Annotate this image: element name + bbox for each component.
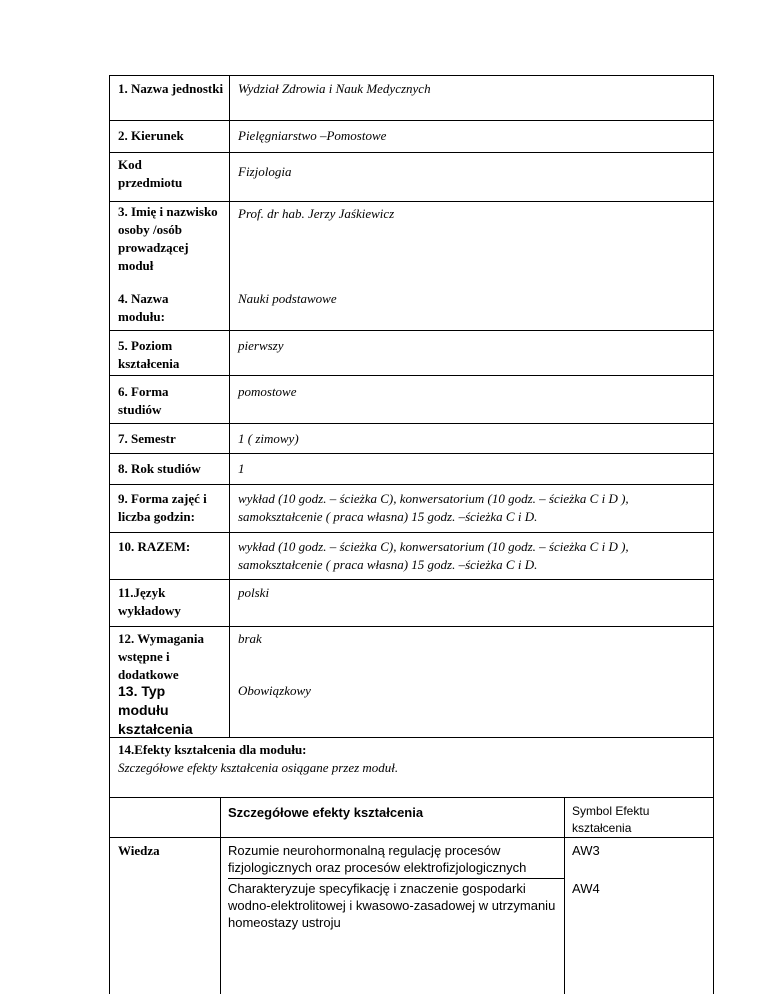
row-label-study-form: 6. Forma studiów	[118, 384, 169, 417]
table-border	[109, 626, 714, 627]
row-label-field-of-study: 2. Kierunek	[118, 128, 184, 143]
table-border	[109, 797, 714, 798]
effect-text: Charakteryzuje specyfikację i znaczenie gospodarki wodno-elektrolitowej i kwasowo-zasadowej w utrzymaniu homeostazy ustroju	[228, 881, 556, 930]
table-border	[229, 75, 230, 737]
row-label-class-form-hours: 9. Forma zajęć i liczba godzin:	[118, 491, 207, 524]
row-value-requirements: brak	[238, 631, 262, 646]
row-label-module-name: 4. Nazwa modułu:	[118, 291, 169, 324]
row-value-unit-name: Wydział Zdrowia i Nauk Medycznych	[238, 81, 431, 96]
row-label-total: 10. RAZEM:	[118, 539, 191, 554]
table-border	[109, 201, 714, 202]
table-border	[109, 423, 714, 424]
row-value-semester: 1 ( zimowy)	[238, 431, 299, 446]
effect-text: Rozumie neurohormonalną regulację procesów fizjologicznych oraz procesów elektrofizjologicznych	[228, 843, 527, 875]
table-border	[109, 532, 714, 533]
row-value-course-code: Fizjologia	[238, 164, 292, 179]
table-border	[109, 453, 714, 454]
row-value-study-form: pomostowe	[238, 384, 297, 399]
table-border	[109, 375, 714, 376]
row-value-year: 1	[238, 461, 245, 476]
row-value-class-form-hours: wykład (10 godz. – ścieżka C), konwersatorium (10 godz. – ścieżka C i D ), samokształcenie ( praca własna) 15 godz. –ścieżka C i D.	[238, 491, 629, 524]
row-value-instructor: Prof. dr hab. Jerzy Jaśkiewicz	[238, 206, 395, 221]
symbol-column-header: Symbol Efektu kształcenia	[572, 804, 650, 835]
row-label-instructor: 3. Imię i nazwisko osoby /osób prowadzącej moduł	[118, 204, 218, 273]
row-label-module-type: 13. Typ modułu kształcenia	[118, 683, 193, 737]
row-value-module-type: Obowiązkowy	[238, 683, 311, 698]
row-label-education-level: 5. Poziom kształcenia	[118, 338, 180, 371]
effects-table-header: Szczegółowe efekty kształcenia	[228, 805, 424, 820]
row-value-education-level: pierwszy	[238, 338, 284, 353]
row-label-course-code: Kod przedmiotu	[118, 157, 183, 190]
table-border	[713, 75, 714, 994]
effect-symbol: AW4	[572, 881, 600, 896]
row-label-semester: 7. Semestr	[118, 431, 176, 446]
table-border	[109, 330, 714, 331]
row-label-requirements: 12. Wymagania wstępne i dodatkowe	[118, 631, 204, 682]
section-14-subtitle: Szczegółowe efekty kształcenia osiągane przez moduł.	[118, 760, 399, 775]
category-knowledge: Wiedza	[118, 843, 160, 858]
effect-symbol: AW3	[572, 843, 600, 858]
row-value-module-name: Nauki podstawowe	[238, 291, 337, 306]
table-border	[109, 75, 714, 76]
row-value-total: wykład (10 godz. – ścieżka C), konwersatorium (10 godz. – ścieżka C i D ), samokształcenie ( praca własna) 15 godz. –ścieżka C i D.	[238, 539, 629, 572]
table-border	[109, 75, 110, 994]
table-border	[220, 797, 221, 994]
row-label-unit-name: 1. Nazwa jednostki	[118, 81, 224, 96]
table-border	[109, 484, 714, 485]
table-border	[109, 120, 714, 121]
table-border	[228, 878, 564, 879]
table-border	[109, 579, 714, 580]
table-border	[564, 797, 565, 994]
section-14-title: 14.Efekty kształcenia dla modułu:	[118, 742, 307, 757]
row-value-field-of-study: Pielęgniarstwo –Pomostowe	[238, 128, 387, 143]
row-label-language: 11.Język wykładowy	[118, 585, 181, 618]
row-label-year: 8. Rok studiów	[118, 461, 201, 476]
table-border	[109, 152, 714, 153]
table-border	[109, 837, 714, 838]
row-value-language: polski	[238, 585, 270, 600]
